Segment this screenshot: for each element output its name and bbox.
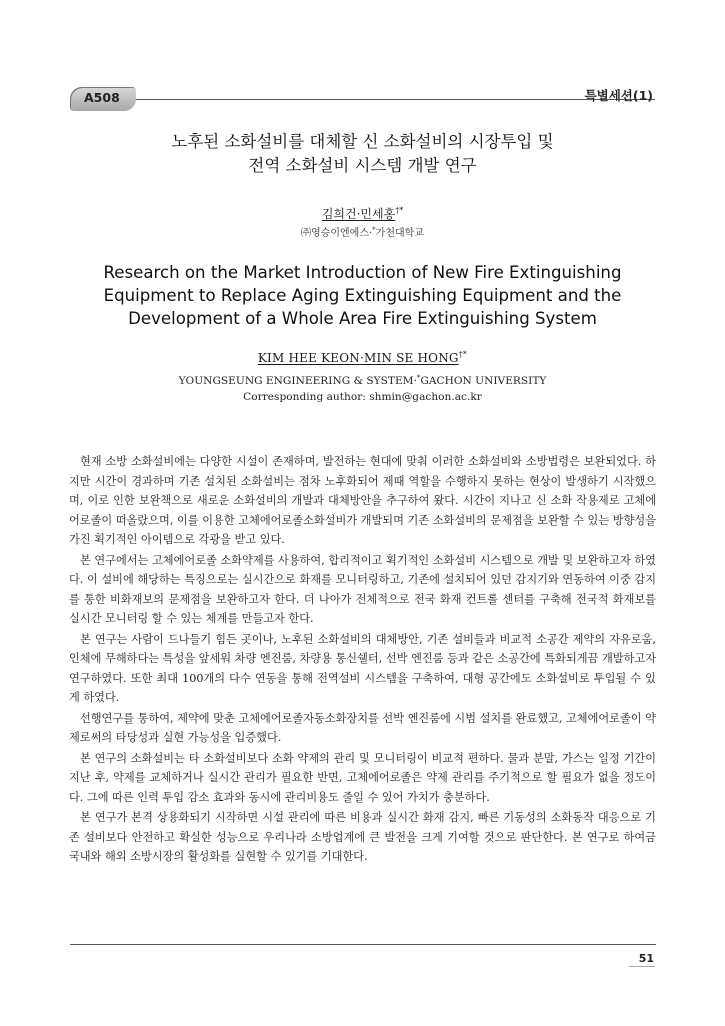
korean-title-line-2: 전역 소화설비 시스템 개발 연구 <box>248 156 477 175</box>
page-number: 51 <box>638 952 654 965</box>
korean-affiliation-company: ㈜영승이엔에스· <box>301 228 373 239</box>
paper-code-tab <box>70 87 136 111</box>
english-title <box>70 261 655 330</box>
abstract-body <box>69 452 656 867</box>
english-affiliation-university: GACHON UNIVERSITY <box>420 375 547 387</box>
korean-authors <box>70 205 655 222</box>
english-title-line-2: Equipment to Replace Aging Extinguishing Equipment and the <box>103 286 622 305</box>
paragraph-4: 선행연구를 통하여, 제약에 맞춘 고체에어로졸자동소화장치를 선박 엔진룸에 시범 설치를 완료했고, 고체에어로졸이 약제로써의 타당성과 실현 가능성을 입증했다. <box>69 711 656 744</box>
korean-title-line-1: 노후된 소화설비를 대체할 신 소화설비의 시장투입 및 <box>171 132 554 151</box>
page-number-underline <box>629 966 655 967</box>
paper-code: A508 <box>84 90 120 105</box>
korean-affiliation-mark: * <box>372 226 376 234</box>
korean-affiliation-university: 가천대학교 <box>375 228 424 239</box>
english-affiliation-company: YOUNGSEUNG ENGINEERING & SYSTEM· <box>178 375 417 387</box>
english-affiliation-line <box>70 370 655 389</box>
english-title-line-1: Research on the Market Introduction of New Fire Extinguishing <box>103 263 622 282</box>
english-affiliation-mark: * <box>416 374 421 382</box>
corresponding-author: Corresponding author: shmin@gachon.ac.kr <box>243 391 482 403</box>
korean-title <box>70 130 655 178</box>
english-affiliation <box>70 370 655 405</box>
footer-rule <box>70 944 656 945</box>
english-authors <box>70 350 655 365</box>
english-author-mark: †* <box>458 350 468 359</box>
paragraph-6: 본 연구가 본격 상용화되기 시작하면 시설 관리에 따른 비용과 실시간 화재 감지, 빠른 기동성의 소화동작 대응으로 기존 설비보다 안전하고 확실한 성능으로 우리나라 소방업계에 큰 발전을 크게 기여할 것으로 판단한다. 본 연구로 하여금 국내와 해외 소방시장의 활성화를 실현할 수 있기를 기대한다. <box>69 811 656 863</box>
paragraph-3: 본 연구는 사람이 드나들기 힘든 곳이나, 노후된 소화설비의 대체방안, 기존 설비들과 비교적 소공간 제약의 자유로움, 인체에 무해하다는 특성을 앞세워 차량 엔진룸, 차량용 통신쉘터, 선박 엔진룸 등과 같은 소공간에 특화되게끔 개발하고자 연구하였다. 또한 최대 100개의 다수 연동을 통해 전역설비 시스템을 구축하여, 대형 공간에도 소화설비로 투입될 수 있게 하였다. <box>69 632 656 704</box>
section-label: 특별세션(1) <box>584 88 653 103</box>
english-title-line-3: Development of a Whole Area Fire Extinguishing System <box>128 309 597 328</box>
korean-affiliation <box>70 224 655 239</box>
paragraph-2: 본 연구에서는 고체에어로졸 소화약제를 사용하여, 합리적이고 획기적인 소화설비 시스템으로 개발 및 보완하고자 하였다. 이 설비에 해당하는 특징으로는 실시간으로 화재를 모니터링하고, 기존에 설치되어 있던 감지기와 연동하여 이중 감지를 통한 비화재보의 문제점을 보완하고자 한다. 더 나아가 전체적으로 전국 화재 컨트롤 센터를 구축해 전국적 화재보를 실시간 모니터링 할 수 있는 체계를 만들고자 한다. <box>69 553 656 625</box>
paragraph-5: 본 연구의 소화설비는 타 소화설비보다 소화 약제의 관리 및 모니터링이 비교적 편하다. 물과 분말, 가스는 일정 기간이 지난 후, 약제를 교체하거나 실시간 관리가 필요한 반면, 고체에어로졸은 약제 관리를 주기적으로 할 필요가 없을 정도이다. 그에 따른 인력 투입 감소 효과와 동시에 관리비용도 줄일 수 있어 가치가 충분하다. <box>69 751 656 804</box>
header-rule <box>70 99 655 100</box>
english-author-names: KIM HEE KEON·MIN SE HONG <box>257 351 459 365</box>
korean-author-mark: †* <box>395 206 404 215</box>
korean-author-names: 김희건·민세홍 <box>321 207 396 221</box>
paragraph-1: 현재 소방 소화설비에는 다양한 시설이 존재하며, 발전하는 현대에 맞춰 이러한 소화설비와 소방법령은 보완되었다. 하지만 시간이 경과하며 기존 설치된 소화설비는 점차 노후화되어 제때 역할을 수행하지 못하는 현상이 발생하기 시작했으며, 이로 인한 보완책으로 새로운 소화설비의 개발과 대체방안을 추구하여 왔다. 시간이 지나고 신 소화 작용제로 고체에어로졸이 떠올랐으며, 이를 이용한 고체에어로졸소화설비가 개발되며 기존 소화설비의 문제점을 보완할 수 있는 방향성을 가진 획기적인 아이템으로 각광을 받고 있다. <box>69 455 656 546</box>
